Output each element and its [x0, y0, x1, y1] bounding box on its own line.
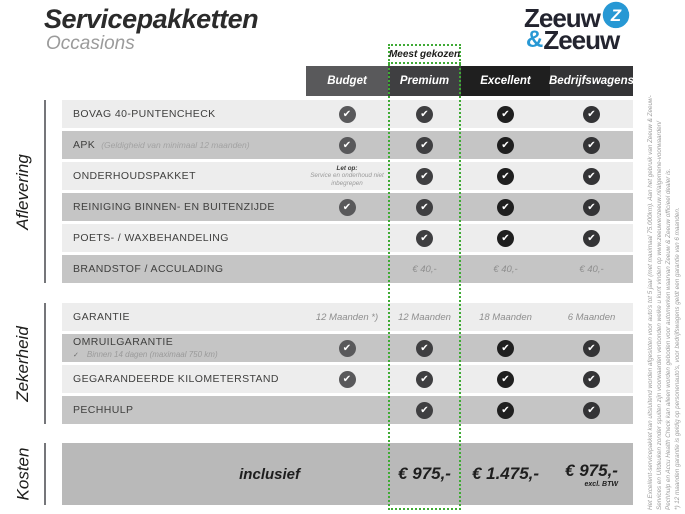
- cell-premium: [388, 334, 461, 362]
- row-label: OMRUILGARANTIE: [73, 335, 174, 348]
- cell-bedrijfswagens: [550, 162, 633, 190]
- cell-text: € 40,-: [493, 263, 518, 275]
- table-row: [62, 131, 633, 159]
- cell-excellent: [461, 396, 550, 424]
- cell-bedrijfswagens: [550, 131, 633, 159]
- check-icon: ✔: [583, 340, 600, 357]
- check-icon: ✔: [339, 371, 356, 388]
- check-icon: ✔: [339, 106, 356, 123]
- row-label-cell: [62, 162, 306, 190]
- cell-text: 12 Maanden: [398, 311, 451, 323]
- cell-bedrijfswagens: [550, 334, 633, 362]
- cell-bedrijfswagens: [550, 365, 633, 393]
- cell-excellent: [461, 193, 550, 221]
- column-header-premium: Premium: [388, 66, 461, 96]
- cell-budget: [306, 193, 388, 221]
- row-label-cell: [62, 131, 306, 159]
- row-label: BRANDSTOF / ACCULADING: [73, 262, 224, 275]
- kosten-bedrijfswagens-amount: € 975,-: [565, 460, 618, 480]
- column-header-excellent: Excellent: [461, 66, 550, 96]
- check-icon: ✔: [497, 340, 514, 357]
- cell-value: [461, 255, 550, 283]
- row-label: REINIGING BINNEN- EN BUITENZIJDE: [73, 200, 275, 213]
- row-label-cell: [62, 396, 306, 424]
- cell-budget: [306, 365, 388, 393]
- check-icon: ✔: [339, 199, 356, 216]
- cell-excellent: [461, 334, 550, 362]
- svg-text:Z: Z: [610, 6, 622, 26]
- cell-value: [461, 303, 550, 331]
- row-sublabel: (Geldigheid van minimaal 12 maanden): [101, 139, 250, 150]
- btw-note: excl. BTW: [584, 480, 618, 488]
- cell-excellent: [461, 131, 550, 159]
- table-row: [62, 162, 633, 190]
- cell-bedrijfswagens: [550, 193, 633, 221]
- section-bracket-line: [44, 303, 46, 424]
- footnote-line: Pechhulp en Accu Health Check kan alleen worden geboden voor automerken waarvan Zeeuw & Zeeuw officieel dealer is.: [665, 168, 672, 510]
- title-block: [44, 4, 258, 55]
- cell-excellent: [461, 365, 550, 393]
- check-icon: ✔: [497, 106, 514, 123]
- check-icon: ✔: [583, 230, 600, 247]
- cell-excellent: [461, 162, 550, 190]
- page-title: Servicepakketten: [44, 4, 259, 34]
- section-rows-aflevering: [62, 100, 633, 283]
- check-icon: ✔: [583, 402, 600, 419]
- kosten-excellent-price: € 1.475,-: [471, 464, 540, 483]
- cell-premium: [388, 131, 461, 159]
- footnote-line: Services en Uitdeuken zonder spuiten zijn voorwaarden verbonden welke u kunt vinden op www.zeeuwenzeeuw.nl/algemene-voorwaarden/: [656, 121, 663, 510]
- check-icon: ✔: [583, 106, 600, 123]
- section-bracket-line: [44, 100, 46, 283]
- package-comparison-table: [62, 66, 633, 505]
- table-row: [62, 396, 633, 424]
- kosten-bedrijfswagens-price: [550, 461, 633, 488]
- check-icon: ✔: [339, 340, 356, 357]
- cell-budget: [306, 100, 388, 128]
- cell-premium: [388, 365, 461, 393]
- check-icon: ✔: [583, 168, 600, 185]
- cell-bedrijfswagens: [550, 100, 633, 128]
- check-icon: ✔: [416, 106, 433, 123]
- row-label-cell: [62, 303, 306, 331]
- cell-note: Let op: Service en onderhoud niet inbegrepen: [310, 164, 384, 187]
- cell-excellent: [461, 224, 550, 252]
- cell-value: [306, 303, 388, 331]
- cell-text: 18 Maanden: [479, 311, 532, 323]
- kosten-premium-price: € 975,-: [398, 464, 451, 483]
- cell-budget: [306, 334, 388, 362]
- cell-bedrijfswagens: [550, 396, 633, 424]
- check-icon: ✔: [416, 168, 433, 185]
- table-row: [62, 334, 633, 362]
- row-label-cell: [62, 334, 306, 362]
- footnote-disclaimer: [646, 58, 684, 510]
- cell-text: € 40,-: [412, 263, 437, 275]
- check-icon: ✔: [497, 371, 514, 388]
- cell-premium: [388, 100, 461, 128]
- check-icon: ✔: [497, 137, 514, 154]
- column-header-bedrijfswagens: Bedrijfswagens: [550, 66, 633, 96]
- logo-ampersand: &: [526, 26, 543, 53]
- cell-text: € 40,-: [579, 263, 604, 275]
- check-icon: ✔: [416, 137, 433, 154]
- cell-text: 12 Maanden *): [315, 311, 379, 323]
- cell-premium: [388, 224, 461, 252]
- check-icon: ✔: [416, 371, 433, 388]
- kosten-price-row: [62, 443, 633, 505]
- check-icon: ✔: [416, 340, 433, 357]
- header-spacer: [62, 66, 306, 96]
- cell-value: [388, 303, 461, 331]
- cell-budget: [306, 131, 388, 159]
- row-label: GEGARANDEERDE KILOMETERSTAND: [73, 372, 279, 385]
- check-icon: ✔: [583, 371, 600, 388]
- section-label-zekerheid: Zekerheid: [0, 303, 46, 424]
- section-rows-zekerheid: [62, 303, 633, 424]
- row-label: ONDERHOUDSPAKKET: [73, 169, 196, 182]
- cell-empty: [306, 255, 388, 283]
- cell-value: [388, 255, 461, 283]
- cell-text: 6 Maanden: [567, 311, 616, 323]
- section-bracket-line: [44, 443, 46, 505]
- row-label: POETS- / WAXBEHANDELING: [73, 231, 229, 244]
- cell-empty: [306, 396, 388, 424]
- cell-premium: [388, 396, 461, 424]
- table-row: [62, 224, 633, 252]
- footnote-line: *) 12 maanden garantie is geldig op personenauto's, voor bedrijfswagens geldt een garantie van 6 maanden.: [674, 207, 681, 510]
- table-row: [62, 255, 633, 283]
- page-subtitle: Occasions: [46, 33, 135, 54]
- check-icon: ✔: [497, 199, 514, 216]
- note-bold: Let op:: [336, 164, 358, 172]
- cell-empty: [306, 224, 388, 252]
- row-label: APK (Geldigheid van minimaal 12 maanden): [73, 138, 250, 151]
- row-label-cell: [62, 224, 306, 252]
- column-header-row: [62, 66, 633, 96]
- row-sublabel: ✓ Binnen 14 dagen (maximaal 750 km): [73, 349, 218, 359]
- row-label: GARANTIE: [73, 310, 130, 323]
- table-row: [62, 100, 633, 128]
- table-row: [62, 365, 633, 393]
- row-label: BOVAG 40-PUNTENCHECK: [73, 107, 216, 120]
- check-icon: ✔: [416, 199, 433, 216]
- cell-bedrijfswagens: [550, 224, 633, 252]
- row-label-cell: [62, 193, 306, 221]
- table-row: [62, 303, 633, 331]
- check-icon: ✔: [416, 230, 433, 247]
- cell-excellent: [461, 100, 550, 128]
- section-label-kosten: Kosten: [0, 443, 46, 505]
- row-label: PECHHULP: [73, 403, 134, 416]
- check-icon: ✔: [497, 402, 514, 419]
- cell-value: [550, 303, 633, 331]
- check-icon: ✔: [497, 168, 514, 185]
- check-icon: ✔: [416, 402, 433, 419]
- check-icon: ✓: [73, 351, 79, 359]
- row-label-cell: [62, 100, 306, 128]
- check-icon: ✔: [583, 137, 600, 154]
- check-icon: ✔: [339, 137, 356, 154]
- cell-value: [550, 255, 633, 283]
- footnote-line: Het Excellent-servicepakket kan uitsluitend worden afgesloten voor auto's tot 5 jaar (met maximaal 75.000km). Aan het gebruik van Zeeuw & Zeeuw-: [647, 95, 654, 510]
- row-label-cell: [62, 365, 306, 393]
- cell-premium: [388, 162, 461, 190]
- check-icon: ✔: [497, 230, 514, 247]
- column-header-budget: Budget: [306, 66, 388, 96]
- logo-word-1: Zeeuw: [524, 3, 600, 33]
- kosten-budget-value: inclusief: [239, 465, 300, 483]
- section-label-aflevering: Aflevering: [0, 100, 46, 283]
- zeeuw-en-zeeuw-logo: [524, 5, 674, 53]
- logo-word-2: Zeeuw: [543, 25, 620, 55]
- meest-gekozen-badge: Meest gekozen: [388, 44, 461, 64]
- table-row: [62, 193, 633, 221]
- row-label-cell: [62, 255, 306, 283]
- cell-premium: [388, 193, 461, 221]
- check-icon: ✔: [583, 199, 600, 216]
